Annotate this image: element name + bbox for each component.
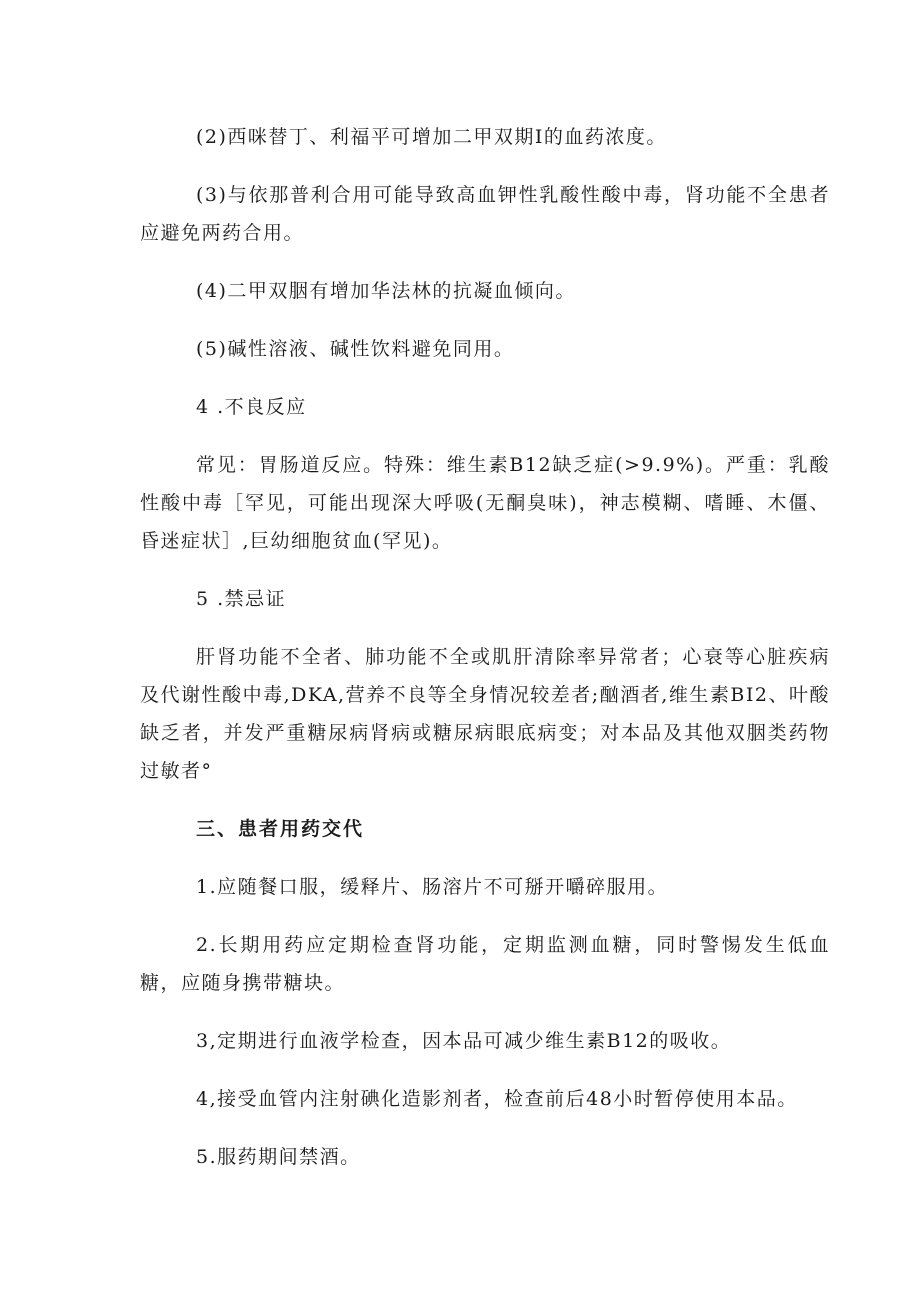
instruction-item-4: 4,接受血管内注射碘化造影剂者，检查前后48小时暂停使用本品。	[196, 1088, 798, 1110]
instruction-item-5: 5.服药期间禁酒。	[196, 1146, 361, 1168]
interaction-item-5: (5)碱性溶液、碱性饮料避免同用。	[196, 338, 515, 360]
section-heading-patient-instructions: 三、患者用药交代	[196, 818, 365, 840]
interaction-item-2: (2)西咪替丁、利福平可增加二甲双期I的血药浓度。	[196, 126, 667, 148]
interaction-item-3: (3)与依那普利合用可能导致高血钾性乳酸性酸中毒，肾功能不全患者应避免两药合用。	[140, 184, 830, 244]
section-heading-adverse-reactions: 4 .不良反应	[196, 396, 307, 418]
interaction-item-4: (4)二甲双胭有增加华法林的抗凝血倾向。	[196, 280, 576, 302]
contraindications-text: 肝肾功能不全者、肺功能不全或肌肝清除率异常者；心衰等心脏疾病及代谢性酸中毒,DKA,营养不良等全身情况较差者;酗酒者,维生素BI2、叶酸缺乏者，并发严重糖尿病肾病或糖尿病眼底病变；对本品及其他双胭类药物过敏者°	[140, 646, 830, 782]
instruction-item-3: 3,定期进行血液学检查，因本品可减少维生素B12的吸收。	[196, 1030, 732, 1052]
section-heading-contraindications: 5 .禁忌证	[196, 588, 287, 610]
document-body	[140, 118, 830, 1196]
instruction-item-2: 2.长期用药应定期检查肾功能，定期监测血糖，同时警惕发生低血糖，应随身携带糖块。	[140, 934, 830, 994]
adverse-reactions-text: 常见：胃肠道反应。特殊：维生素B12缺乏症(>9.9%)。严重：乳酸性酸中毒［罕见，可能出现深大呼吸(无酮臭味)，神志模糊、嗜睡、木僵、昏迷症状］,巨幼细胞贫血(罕见)。	[140, 454, 830, 552]
instruction-item-1: 1.应随餐口服，缓释片、肠溶片不可掰开嚼碎服用。	[196, 876, 669, 898]
